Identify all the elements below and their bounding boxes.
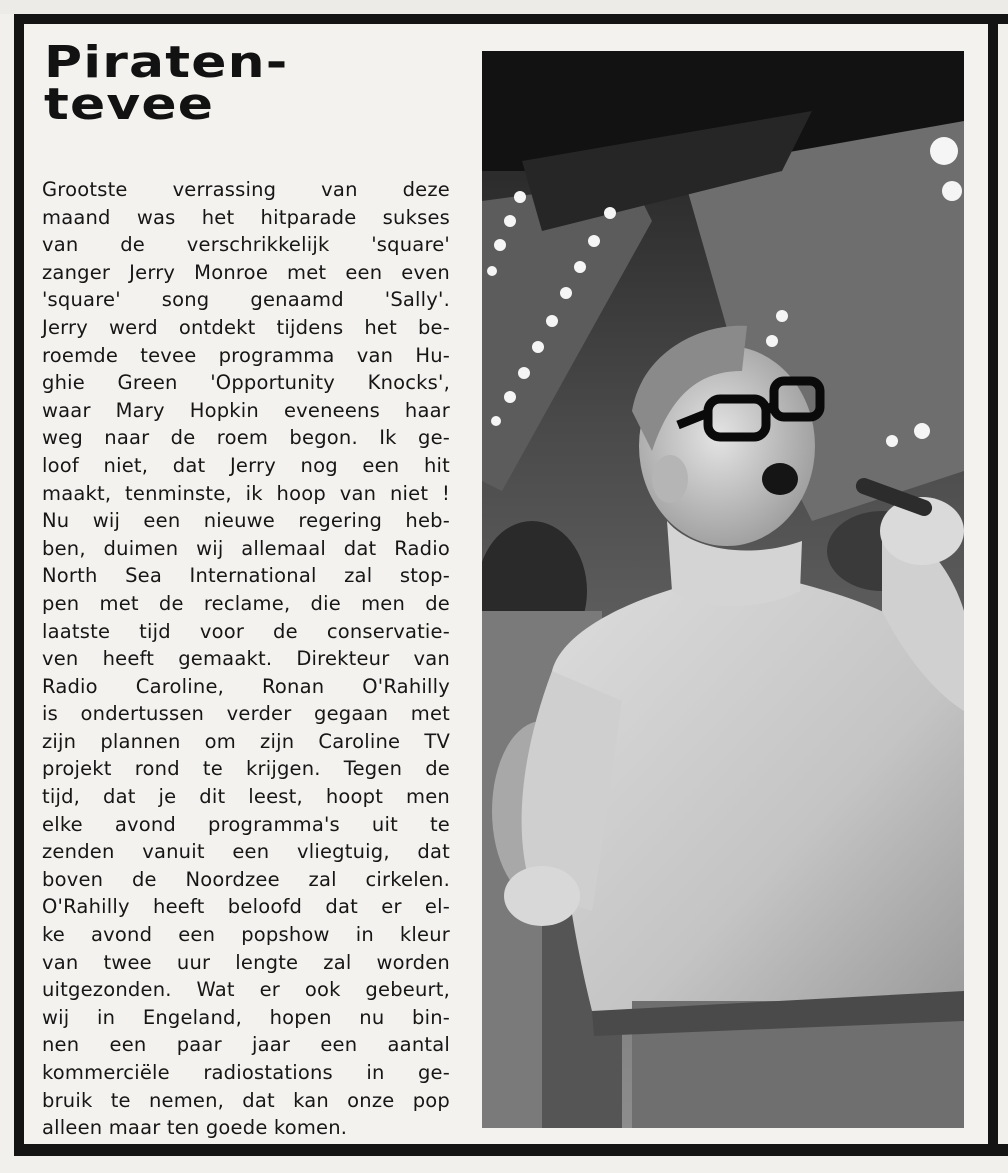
article-line: Radio Caroline, Ronan O'Rahilly [42, 674, 450, 698]
article-line: van de verschrikkelijk 'square' [42, 233, 450, 257]
singer-photo-illustration [482, 51, 964, 1128]
article-box [24, 24, 988, 1144]
article-line: elke avond programma's uit te [42, 812, 450, 836]
article-body [42, 176, 450, 1142]
frame-border-left [14, 14, 24, 1154]
article-line: roemde tevee programma van Hu- [42, 343, 450, 367]
article-line: North Sea International zal stop- [42, 564, 450, 588]
article-line: loof niet, dat Jerry nog een hit [42, 453, 450, 477]
article-line: Grootste verrassing van deze [42, 178, 450, 201]
headline-line-1: Piraten- [44, 37, 289, 88]
article-line: Jerry werd ontdekt tijdens het be- [42, 315, 450, 339]
article-line: uitgezonden. Wat er ook gebeurt, [42, 978, 450, 1002]
article-line: van twee uur lengte zal worden [42, 950, 450, 974]
article-line: pen met de reclame, die men de [42, 591, 450, 615]
article-headline [44, 37, 289, 130]
article-line: ven heeft gemaakt. Direkteur van [42, 647, 450, 671]
article-line: weg naar de roem begon. Ik ge- [42, 426, 450, 450]
article-line: O'Rahilly heeft beloofd dat er el- [42, 895, 450, 919]
article-line: 'square' song genaamd 'Sally'. [42, 288, 450, 312]
article-line: zijn plannen om zijn Caroline TV [42, 729, 450, 753]
article-line: laatste tijd voor de conservatie- [42, 619, 450, 643]
article-line: ke avond een popshow in kleur [42, 923, 450, 947]
article-line: is ondertussen verder gegaan met [42, 702, 450, 726]
frame-border-top [14, 14, 1008, 24]
article-line: maakt, tenminste, ik hoop van niet ! [42, 481, 450, 505]
article-line: zanger Jerry Monroe met een even [42, 260, 450, 284]
article-line: nen een paar jaar een aantal [42, 1033, 450, 1057]
article-line: Nu wij een nieuwe regering heb- [42, 509, 450, 533]
article-line: ghie Green 'Opportunity Knocks', [42, 371, 450, 395]
headline-line-2: tevee [44, 79, 215, 130]
article-line: alleen maar ten goede komen. [42, 1116, 348, 1140]
article-line: zenden vanuit een vliegtuig, dat [42, 840, 450, 864]
article-line: waar Mary Hopkin eveneens haar [42, 398, 450, 422]
article-line: kommerciële radiostations in ge- [42, 1061, 450, 1084]
article-line: maand was het hitparade sukses [42, 205, 450, 229]
frame-border-bottom [14, 1144, 1008, 1156]
page-top-margin [0, 0, 1008, 14]
article-line: boven de Noordzee zal cirkelen. [42, 867, 450, 891]
article-line: ben, duimen wij allemaal dat Radio [42, 536, 450, 560]
article-line: wij in Engeland, hopen nu bin- [42, 1005, 450, 1029]
article-photo [482, 51, 964, 1128]
frame-border-right [988, 24, 998, 1144]
article-line: projekt rond te krijgen. Tegen de [42, 757, 450, 781]
adjacent-column-edge [998, 24, 1008, 1144]
article-line: bruik te nemen, dat kan onze pop [42, 1088, 450, 1112]
article-line: tijd, dat je dit leest, hoopt men [42, 785, 450, 809]
